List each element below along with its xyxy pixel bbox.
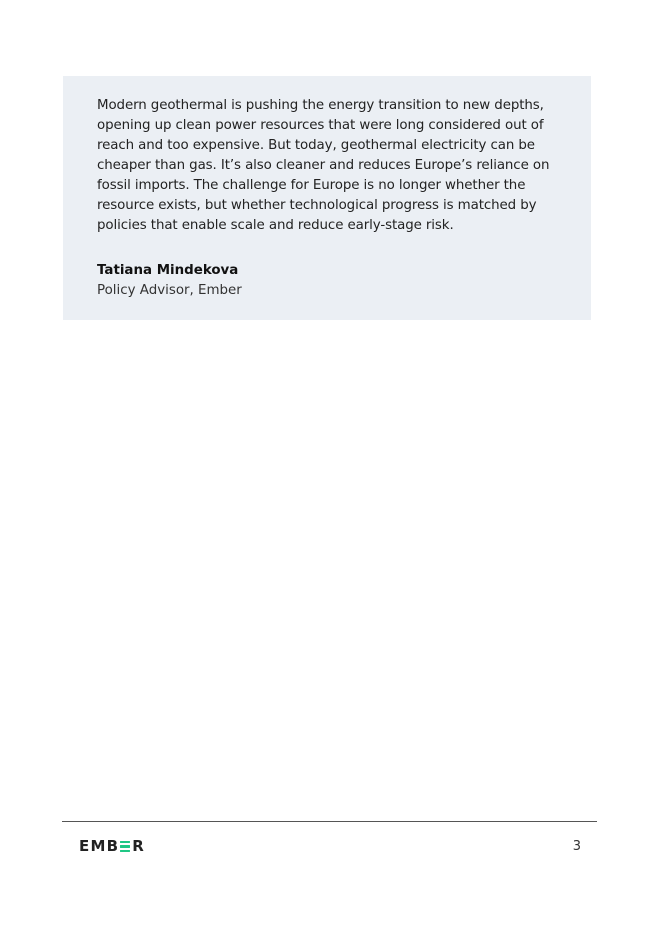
logo-text-right: R: [132, 837, 145, 855]
footer-divider: [62, 821, 597, 822]
logo-e-glyph-icon: [120, 841, 130, 853]
quote-text: Modern geothermal is pushing the energy transition to new depths, opening up clean power resources that were long considered out of reach and too expensive. But today, geothermal electricity can be cheaper than gas. It’s also cleaner and reduces Europe’s reliance on fossil imports. The challenge for Europe is no longer whether the resource exists, but whether technological progress is matched by policies that enable scale and reduce early-stage risk.: [97, 98, 550, 233]
ember-logo: [79, 838, 145, 855]
page-number: 3: [572, 839, 581, 854]
quote-author-title: Policy Advisor, Ember: [97, 283, 242, 298]
quote-box: [63, 76, 591, 320]
logo-text-left: EMB: [79, 837, 120, 855]
quote-author-name: Tatiana Mindekova: [97, 263, 239, 278]
